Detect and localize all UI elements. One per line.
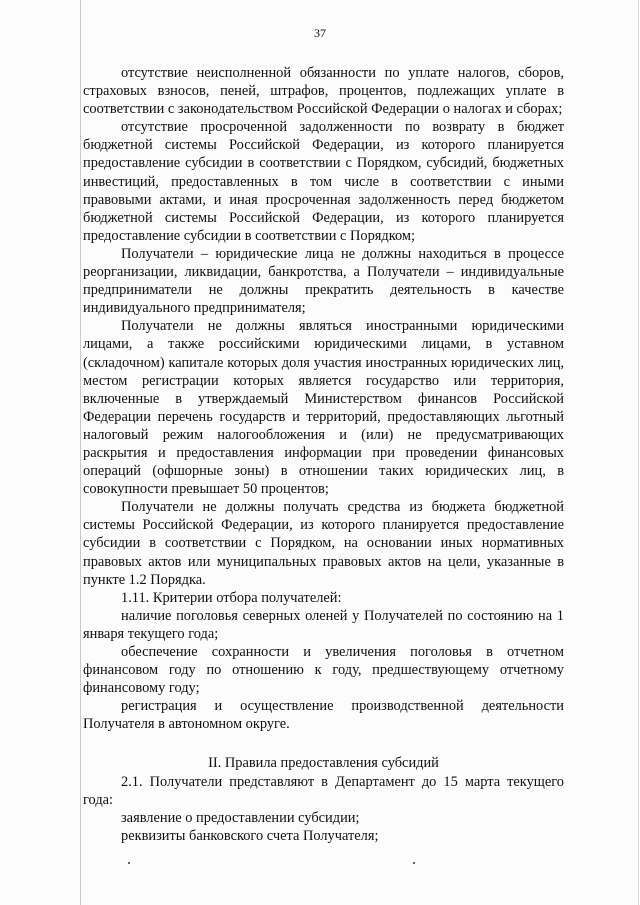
- document-body: [83, 64, 564, 845]
- paragraph: отсутствие просроченной задолженности по возврату в бюджет бюджетной системы Российской Федерации, из которого планируется предоставление субсидии в соответствии с Порядком, субсидий, бюджетных инвестиций, предоставленных в том числе в соответствии с иными правовыми актами, и иная просроченная задолженность перед бюджетом бюджетной системы Российской Федерации, из которого планируется предоставление субсидии в соответствии с Порядком;: [83, 119, 564, 244]
- paragraph: 2.1. Получатели представляют в Департамент до 15 марта текущего года:: [83, 773, 564, 808]
- paragraph: наличие поголовья северных оленей у Получателей по состоянию на 1 января текущего года;: [83, 607, 564, 642]
- paragraph: регистрация и осуществление производственной деятельности Получателя в автономном округе.: [83, 698, 564, 733]
- paragraph: Получатели не должны получать средства из бюджета бюджетной системы Российской Федерации, из которого планируется предоставление субсидии в соответствии с Порядком, на основании иных нормативных правовых актов или муниципальных правовых актов на цели, указанные в пункте 1.2 Порядка.: [83, 499, 564, 588]
- paragraph: 1.11. Критерии отбора получателей:: [121, 589, 342, 606]
- paragraph: обеспечение сохранности и увеличения поголовья в отчетном финансовом году по отношению к году, предшествующему отчетному финансовому году;: [83, 644, 564, 697]
- paragraph: Получатели не должны являться иностранными юридическими лицами, а также российскими юридическими лицами, в уставном (складочном) капитале которых доля участия иностранных юридических лиц, местом регистрации которых является государство или территория, включенные в утверждаемый Министерством финансов Российской Федерации перечень государств и территорий, предоставляющих льготный налоговый режим налогообложения и (или) не предусматривающих раскрытия и предоставления информации при проведении финансовых операций (офшорные зоны) в отношении таких юридических лиц, в совокупности превышает 50 процентов;: [83, 318, 564, 498]
- paragraph: заявление о предоставлении субсидии;: [121, 809, 360, 826]
- scan-speck: [128, 862, 130, 864]
- right-margin-line: [638, 0, 639, 905]
- paragraph: Получатели – юридические лица не должны находиться в процессе реорганизации, ликвидации, банкротства, а Получатели – индивидуальные предприниматели не должны прекратить деятельность в качестве индивидуального предпринимателя;: [83, 245, 564, 317]
- scan-speck: [413, 862, 415, 864]
- section-heading: II. Правила предоставления субсидий: [208, 755, 439, 772]
- left-margin-line: [80, 0, 81, 905]
- page-number: 37: [314, 26, 326, 40]
- paragraph: отсутствие неисполненной обязанности по уплате налогов, сборов, страховых взносов, пеней, штрафов, процентов, подлежащих уплате в соответствии с законодательством Российской Федерации о налогах и сборах;: [83, 65, 564, 118]
- paragraph: реквизиты банковского счета Получателя;: [121, 827, 379, 844]
